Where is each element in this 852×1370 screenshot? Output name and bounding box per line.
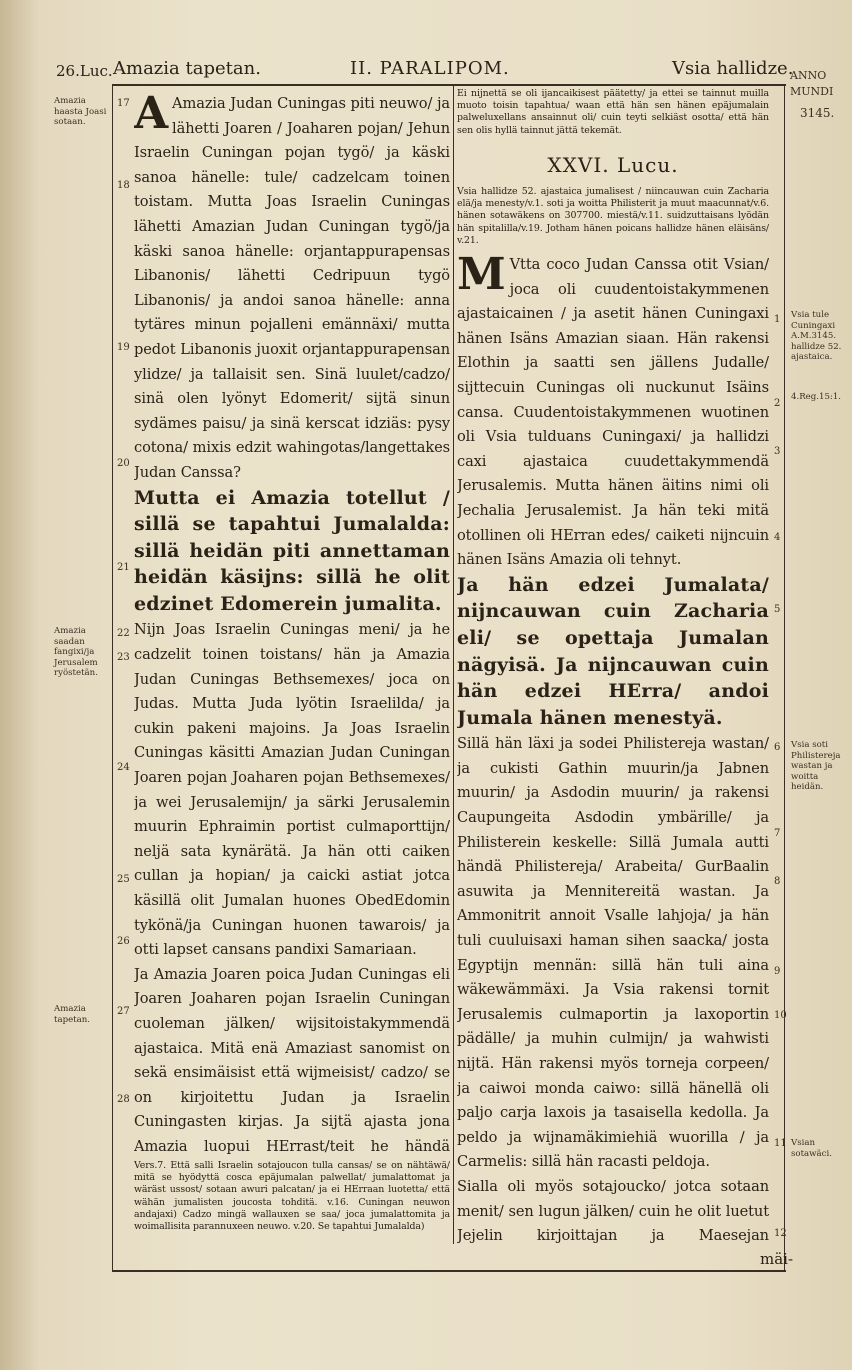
verse-number: 20 [117, 458, 130, 469]
drop-cap-m: M [457, 249, 506, 301]
verse-number: 7 [774, 828, 781, 839]
verse-number: 25 [117, 874, 130, 885]
verse-number: 6 [774, 742, 781, 753]
verse-number: 12 [774, 1228, 787, 1239]
verse-number: 18 [117, 180, 130, 191]
verse-number: 24 [117, 762, 130, 773]
folio-number: 26.Luc. [56, 62, 113, 80]
verse-number: 9 [774, 966, 781, 977]
column-divider [453, 84, 454, 1244]
emphasized-paragraph: Ja hän edzei Jumalata/ nijncauwan cuin Zacharia eli/ se opettaja Jumalan nägyisä. Ja nijncauwan cuin hän edzei HErra/ andoi Jumala hänen menestyä. [457, 573, 769, 729]
paragraph: Ja Amazia Joaren poica Judan Cuningas eli Joaren Joaharen pojan Israelin Cuningan cuoleman jälken/ wijsitoistakymmendä ajastaica. Mitä enä Amaziast sanomist on sekä ensimäisist että wijmeisist/ cadzo/ se on kirjoitettu Judan ja Israelin Cuningasten kirjas. Ja sijtä ajasta jona Amazia luopui HErrast/teit he händä [134, 965, 450, 1154]
footnote: Vers.7. Että salli Israelin sotajoucon tulla cansas/ se on nähtäwä/ mitä se hyödyttä cosca epäjumalan palwellat/ jumalattomat ja wäräst ussost/ sotaan awuri palcatan/ ja ei HErraan luotetta/ että wähän jumalisten joucosta tohditä. v.16. Cuningan neuwon andajaxi) Cadzo mingä wallauxen se saa/ joca jumalattomita ja woimallisita parannuxeen neuwo. v.20. Se tapahtui Jumalalda) [134, 1160, 450, 1233]
right-running-head: Vsia hallidze. [672, 58, 794, 79]
right-frame-rule [784, 84, 785, 1272]
emphasized-paragraph: Mutta ei Amazia totellut / sillä se tapahtui Jumalalda: sillä heidän piti annettaman heidän käsijns: sillä he olit edzinet Edomerein jumalita. [134, 486, 450, 615]
left-running-head: Amazia tapetan. [113, 58, 261, 79]
margin-note-left-1: Amazia haasta Joasi sotaan. [54, 96, 107, 127]
verse-number: 10 [774, 1010, 787, 1021]
verse-number: 19 [117, 342, 130, 353]
header-rule [112, 84, 786, 86]
verse-number: 1 [774, 314, 781, 325]
verse-number: 11 [774, 1138, 787, 1149]
left-text-column [134, 92, 450, 1154]
verse-number: 2 [774, 398, 781, 409]
verse-number: 5 [774, 604, 781, 615]
margin-note-right-3: Vsia soti Philistereja wastan ja woitta heidän. [791, 740, 841, 792]
anno-mundi-label: ANNO MUNDI [790, 69, 834, 98]
catchword: mäi- [760, 1250, 794, 1268]
verse-number: 4 [774, 532, 781, 543]
verse-number: 23 [117, 652, 130, 663]
margin-note-left-3: Amazia tapetan. [54, 1004, 91, 1025]
paragraph: Sialla oli myös sotajoucko/ jotca sotaan menit/ sen lugun jälken/ cuin he olit luetut Jejelin kirjoittajan ja Maesejan [457, 1177, 769, 1244]
right-text-column [457, 144, 769, 1244]
verse-number: 28 [117, 1094, 130, 1105]
center-running-head: II. PARALIPOM. [350, 58, 510, 79]
left-frame-rule [112, 84, 113, 1272]
paragraph: Nijn Joas Israelin Cuningas meni/ ja he cadzelit toinen toistans/ hän ja Amazia Judan Cuningas Bethsemexes/ joca on Judas. Mutta Juda lyötin Israelilda/ ja cukin pakeni majoins. Ja Joas Israelin Cuningas käsitti Amazian Judan Cuningan Joaren pojan Joaharen pojan Bethsemexes/ ja wei Jerusalemijn/ ja särki Jerusalemin muurin Ephraimin portist culmaporttijn/ neljä sata kynärätä. Ja hän otti caiken cullan ja hopian/ ja caicki astiat jotca käsillä olit Jumalan huones ObedEdomin tykönä/ja Cuningan huonen tawarois/ ja otti lapset cansans pandixi Samariaan. [134, 621, 450, 959]
verse-number: 21 [117, 562, 130, 573]
paragraph: Amazia Judan Cuningas piti neuwo/ ja lähetti Joaren / Joaharen pojan/ Jehun Israelin Cuningan pojan tygö/ ja käski sanoa hänelle: tule/ cadzelcam toinen toistam. Mutta Joas Israelin Cuningas lähetti Amazian Judan Cuningan tygö/ja käski sanoa hänelle: orjantappurapensas Libanonis/ lähetti Cedripuun tygö Libanonis/ ja andoi sanoa hänelle: anna tytäres minun pojalleni emännäxi/ mutta pedot Libanonis juoxit orjantappurapensan ylidze/ ja tallaisit sen. Sinä luulet/cadzo/ sinä olen lyönyt Edomerit/ sijtä sinun sydämes paisu/ ja sinä kerscat idziäs: pysy cotona/ mixis edzit wahingotas/langettakes Judan Canssa? [134, 95, 450, 481]
verse-number: 27 [117, 1006, 130, 1017]
verse-number: 8 [774, 876, 781, 887]
margin-note-right-4: Vsian sotawäci. [791, 1138, 832, 1159]
margin-note-right-2: 4.Reg.15:1. [791, 392, 842, 402]
paragraph: Sillä hän läxi ja sodei Philistereja wastan/ ja cukisti Gathin muurin/ja Jabnen muurin/ ja Asdodin muurin/ ja rakensi Caupungeita Asdodin ymbärille/ ja Philisterein keskelle: Sillä Jumala autti händä Philistereja/ Arabeita/ GurBaalin asuwita ja Mennitereitä wastan. Ja Ammonitrit annoit Vsalle lahjoja/ ja hän tuli cuuluisaxi haman sihen saacka/ josta Egyptijn mennän: sillä hän tuli aina wäkewämmäxi. Ja Vsia rakensi tornit Jerusalemis culmaportin ja laxoportin pädälle/ ja muhin culmijn/ ja wahwisti nijtä. Hän rakensi myös torneja corpeen/ ja caiwoi monda caiwo: sillä hänellä oli paljo carja laxois ja tasaisella kedolla. Ja peldo ja wijnamäkimiehiä wuorilla / ja Carmelis: sillä hän racasti peldoja. [457, 735, 769, 1171]
verse-number: 17 [117, 98, 130, 109]
margin-note-left-2: Amazia saadan fangixi/ja Jerusalem ryöstetän. [54, 626, 98, 678]
verse-number: 26 [117, 936, 130, 947]
verse-number: 3 [774, 446, 781, 457]
margin-note-right-1: Vsia tule Cuningaxi A.M.3145. hallidze 52. ajastaica. [791, 310, 842, 362]
chapter-summary: Vsia hallidze 52. ajastaica jumalisest / niincauwan cuin Zacharia elä/ja menesty/v.1. soti ja woitta Philisterit ja muut maacunnat/v.6. hänen sotawäkens on 307700. miestä/v.11. suidzuttaisans lyödän hän spitalilla/v.19. Jotham hänen poicans hallidze hänen eläisäns/ v.21. [457, 186, 769, 246]
footer-rule [112, 1270, 786, 1272]
continued-note: Ei nijnettä se oli ijancaikisest päätetty/ ja ettei se tainnut muilla muoto toisin tapahtua/ waan että hän sen hänen epäjumalain palweluxellans ansainnut oli/ cuin teyti selkiäst osotta/ että hän sen olis hyllä tainnut jättä tekemät. [457, 88, 769, 136]
anno-mundi-year: 3145. [800, 106, 835, 120]
paragraph: Vtta coco Judan Canssa otit Vsian/ joca oli cuudentoistakymmenen ajastaicainen / ja asetit hänen Cuningaxi hänen Isäns Amazian siaan. Hän rakensi Elothin ja saatti sen jällens Judalle/ sijttecuin Cuningas oli nuckunut Isäins cansa. Cuudentoistakymmenen wuotinen oli Vsia tulduans Cuningaxi/ ja hallidzi caxi ajastaica cuudettakymmendä Jerusalemis. Mutta hänen äitins nimi oli Jechalia Jerusalemist. Ja hän teki mitä otollinen oli HErran edes/ caiketi nijncuin hänen Isäns Amazia oli tehnyt. [457, 256, 769, 569]
verse-number: 22 [117, 628, 130, 639]
chapter-title: XXVI. Lucu. [547, 153, 679, 177]
drop-cap-a: A [134, 92, 169, 139]
